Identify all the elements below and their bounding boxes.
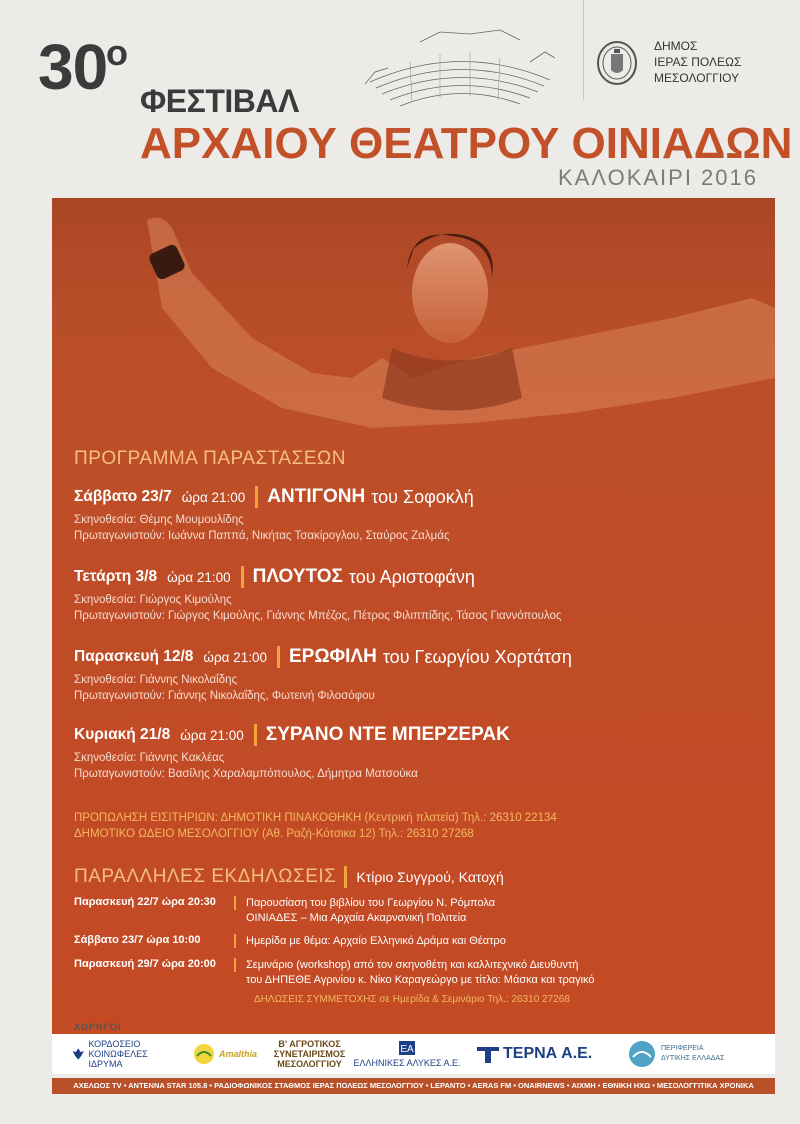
show-day: Κυριακή 21/8 xyxy=(74,726,171,743)
sponsor-name: ΕΛΛΗΝΙΚΕΣ ΑΛΥΚΕΣ Α.Ε. xyxy=(353,1058,461,1068)
terna-logo-icon xyxy=(477,1045,499,1063)
event-date: Σάββατο 23/7 ώρα 10:00 xyxy=(74,934,201,946)
separator-bar xyxy=(234,934,236,948)
program-content xyxy=(52,198,775,1036)
municipality-seal-icon xyxy=(596,40,638,86)
sponsor-logo xyxy=(627,1034,767,1074)
salt-company-logo-icon xyxy=(398,1040,416,1056)
presale-line: ΠΡΟΠΩΛΗΣΗ ΕΙΣΙΤΗΡΙΩΝ: ΔΗΜΟΤΙΚΗ ΠΙΝΑΚΟΘΗΚΗ (Κεντρική πλατεία) Τηλ.: 26310 22134 xyxy=(74,812,557,824)
show-item xyxy=(74,486,474,544)
program-heading: ΠΡΟΓΡΑΜΜΑ ΠΑΡΑΣΤΑΣΕΩΝ xyxy=(74,448,346,469)
separator-bar xyxy=(277,646,280,668)
edition-number: 30 xyxy=(38,31,108,103)
sponsors-label: ΧΟΡΗΓΟΙ xyxy=(74,1022,122,1032)
show-cast: Πρωταγωνιστούν: Ιωάννα Παππά, Νικήτας Τσακίρογλου, Σταύρος Ζαλμάς xyxy=(74,530,450,542)
sponsor-name: ΤΕΡΝΑ Α.Ε. xyxy=(503,1045,593,1062)
municipality-name xyxy=(654,38,741,86)
show-day: Σάββατο 23/7 xyxy=(74,488,172,505)
show-director: Σκηνοθεσία: Γιώργος Κιμούλης xyxy=(74,594,232,606)
sponsor-logo xyxy=(192,1034,262,1074)
event-line: του ΔΗΠΕΘΕ Αγρινίου κ. Νίκο Καραγεώργο με τίτλο: Μάσκα και τραγικό xyxy=(246,974,595,986)
sponsor-name: Amalthia xyxy=(219,1049,258,1059)
parallel-title: ΠΑΡΑΛΛΗΛΕΣ ΕΚΔΗΛΩΣΕΙΣ xyxy=(74,866,337,887)
media-sponsors-strip: ΑΧΕΛΩΟΣ TV • ANTENNA STAR 105.8 • ΡΑΔΙΟΦΩΝΙΚΟΣ ΣΤΑΘΜΟΣ ΙΕΡΑΣ ΠΟΛΕΩΣ ΜΕΣΟΛΟΓΓΙΟΥ • LEPANTO • AERAS FM • ONAIRNEWS • ΑΙΧΜΗ • ΕΘΝΙΚΗ ΗΧΩ • ΜΕΣΟΛΟΓΓΙΤΙΚΑ ΧΡΟΝΙΚΑ xyxy=(52,1078,775,1094)
participation-declarations: ΔΗΛΩΣΕΙΣ ΣΥΜΜΕΤΟΧΗΣ σε Ημερίδα & Σεμινάριο Τηλ.: 26310 27268 xyxy=(254,994,570,1005)
show-cast: Πρωταγωνιστούν: Βασίλης Χαραλαμπόπουλος, Δήμητρα Ματσούκα xyxy=(74,768,418,780)
event-line: Σεμινάριο (workshop) από τον σκηνοθέτη και καλλιτεχνικό Διευθυντή xyxy=(246,959,579,971)
show-time: ώρα 21:00 xyxy=(203,649,267,665)
play-title: ΕΡΩΦΙΛΗ xyxy=(288,646,377,667)
event-line: Ημερίδα με θέμα: Αρχαίο Ελληνικό Δράμα και Θέατρο xyxy=(246,935,506,947)
festival-word: ΦΕΣΤΙΒΑΛ xyxy=(140,83,299,119)
show-day: Τετάρτη 3/8 xyxy=(74,568,158,585)
separator-bar xyxy=(234,958,236,972)
play-author: του Σοφοκλή xyxy=(371,486,474,507)
festival-header xyxy=(0,0,800,198)
sponsor-logo xyxy=(262,1034,357,1074)
play-author: του Γεωργίου Χορτάτση xyxy=(382,646,572,667)
municipality-line: ΔΗΜΟΣ xyxy=(654,39,698,53)
separator-bar xyxy=(254,724,257,746)
event-item xyxy=(74,958,595,988)
municipality-line: ΜΕΣΟΛΟΓΓΙΟΥ xyxy=(654,71,740,85)
show-item xyxy=(74,724,516,782)
amalthia-logo-icon xyxy=(192,1042,216,1066)
separator-bar xyxy=(255,486,258,508)
event-line: Παρουσίαση του βιβλίου του Γεωργίου Ν. Ρόμπολα xyxy=(246,897,496,909)
show-time: ώρα 21:00 xyxy=(181,489,246,505)
sponsors-bar xyxy=(52,1034,775,1074)
event-item xyxy=(74,896,495,926)
presale-line: ΔΗΜΟΤΙΚΟ ΩΔΕΙΟ ΜΕΣΟΛΟΓΓΙΟΥ (Αθ. Ραζή-Κότσικα 12) Τηλ.: 26310 27268 xyxy=(74,828,474,840)
event-date: Παρασκευή 22/7 ώρα 20:30 xyxy=(74,896,216,908)
show-time: ώρα 21:00 xyxy=(167,569,231,585)
region-logo-icon xyxy=(627,1039,657,1069)
show-director: Σκηνοθεσία: Γιάννης Κακλέας xyxy=(74,752,225,764)
edition-suffix: ο xyxy=(106,32,128,73)
show-director: Σκηνοθεσία: Θέμης Μουμουλίδης xyxy=(74,514,244,526)
municipality-line: ΙΕΡΑΣ ΠΟΛΕΩΣ xyxy=(654,55,742,69)
show-item xyxy=(74,646,572,704)
parallel-events-heading xyxy=(74,866,504,888)
separator-bar xyxy=(344,866,347,888)
festival-name: ΑΡΧΑΙΟΥ ΘΕΑΤΡΟΥ ΟΙΝΙΑΔΩΝ xyxy=(140,119,793,168)
sponsor-name: ΚΟΡΔΟΣΕΙΟ ΚΟΙΝΩΦΕΛΕΣ ΙΔΡΥΜΑ xyxy=(88,1039,148,1069)
play-title: ΑΝΤΙΓΟΝΗ xyxy=(267,486,366,507)
show-director: Σκηνοθεσία: Γιάννης Νικολαΐδης xyxy=(74,674,238,686)
sponsor-logo xyxy=(72,1034,182,1074)
sponsor-logo xyxy=(477,1034,617,1074)
show-time: ώρα 21:00 xyxy=(180,727,244,743)
ticket-presale-info xyxy=(74,810,557,842)
show-cast: Πρωταγωνιστούν: Γιώργος Κιμούλης, Γιάννης Μπέζος, Πέτρος Φιλιππίδης, Τάσος Γιαννόπουλος xyxy=(74,610,562,622)
separator-bar xyxy=(241,566,244,588)
eagle-icon xyxy=(72,1043,84,1065)
play-title: ΣΥΡΑΝΟ ΝΤΕ ΜΠΕΡΖΕΡΑΚ xyxy=(265,724,510,745)
sponsor-name: ΠΕΡΙΦΕΡΕΙΑ ΔΥΤΙΚΗΣ ΕΛΛΑΔΑΣ xyxy=(661,1045,725,1062)
poster-body xyxy=(52,198,775,1036)
play-title: ΠΛΟΥΤΟΣ xyxy=(252,566,343,587)
sponsor-name: Β' ΑΓΡΟΤΙΚΟΣ ΣΥΝΕΤΑΙΡΙΣΜΟΣ ΜΕΣΟΛΟΓΓΙΟΥ xyxy=(273,1039,346,1069)
svg-text:EA: EA xyxy=(400,1044,414,1055)
show-item xyxy=(74,566,561,624)
show-day: Παρασκευή 12/8 xyxy=(74,648,194,665)
season-label: ΚΑΛΟΚΑΙΡΙ 2016 xyxy=(558,165,758,190)
ancient-theatre-sketch-icon xyxy=(360,22,560,114)
separator-bar xyxy=(234,896,236,910)
sponsor-logo xyxy=(352,1034,462,1074)
show-cast: Πρωταγωνιστούν: Γιάννης Νικολαΐδης, Φωτεινή Φιλοσόφου xyxy=(74,690,375,702)
event-date: Παρασκευή 29/7 ώρα 20:00 xyxy=(74,958,216,970)
event-line: ΟΙΝΙΑΔΕΣ – Μια Αρχαία Ακαρνανική Πολιτεία xyxy=(246,912,467,924)
event-item xyxy=(74,934,506,949)
parallel-venue: Κτίριο Συγγρού, Κατοχή xyxy=(356,869,504,885)
play-author: του Αριστοφάνη xyxy=(348,566,475,587)
header-divider xyxy=(583,0,584,100)
